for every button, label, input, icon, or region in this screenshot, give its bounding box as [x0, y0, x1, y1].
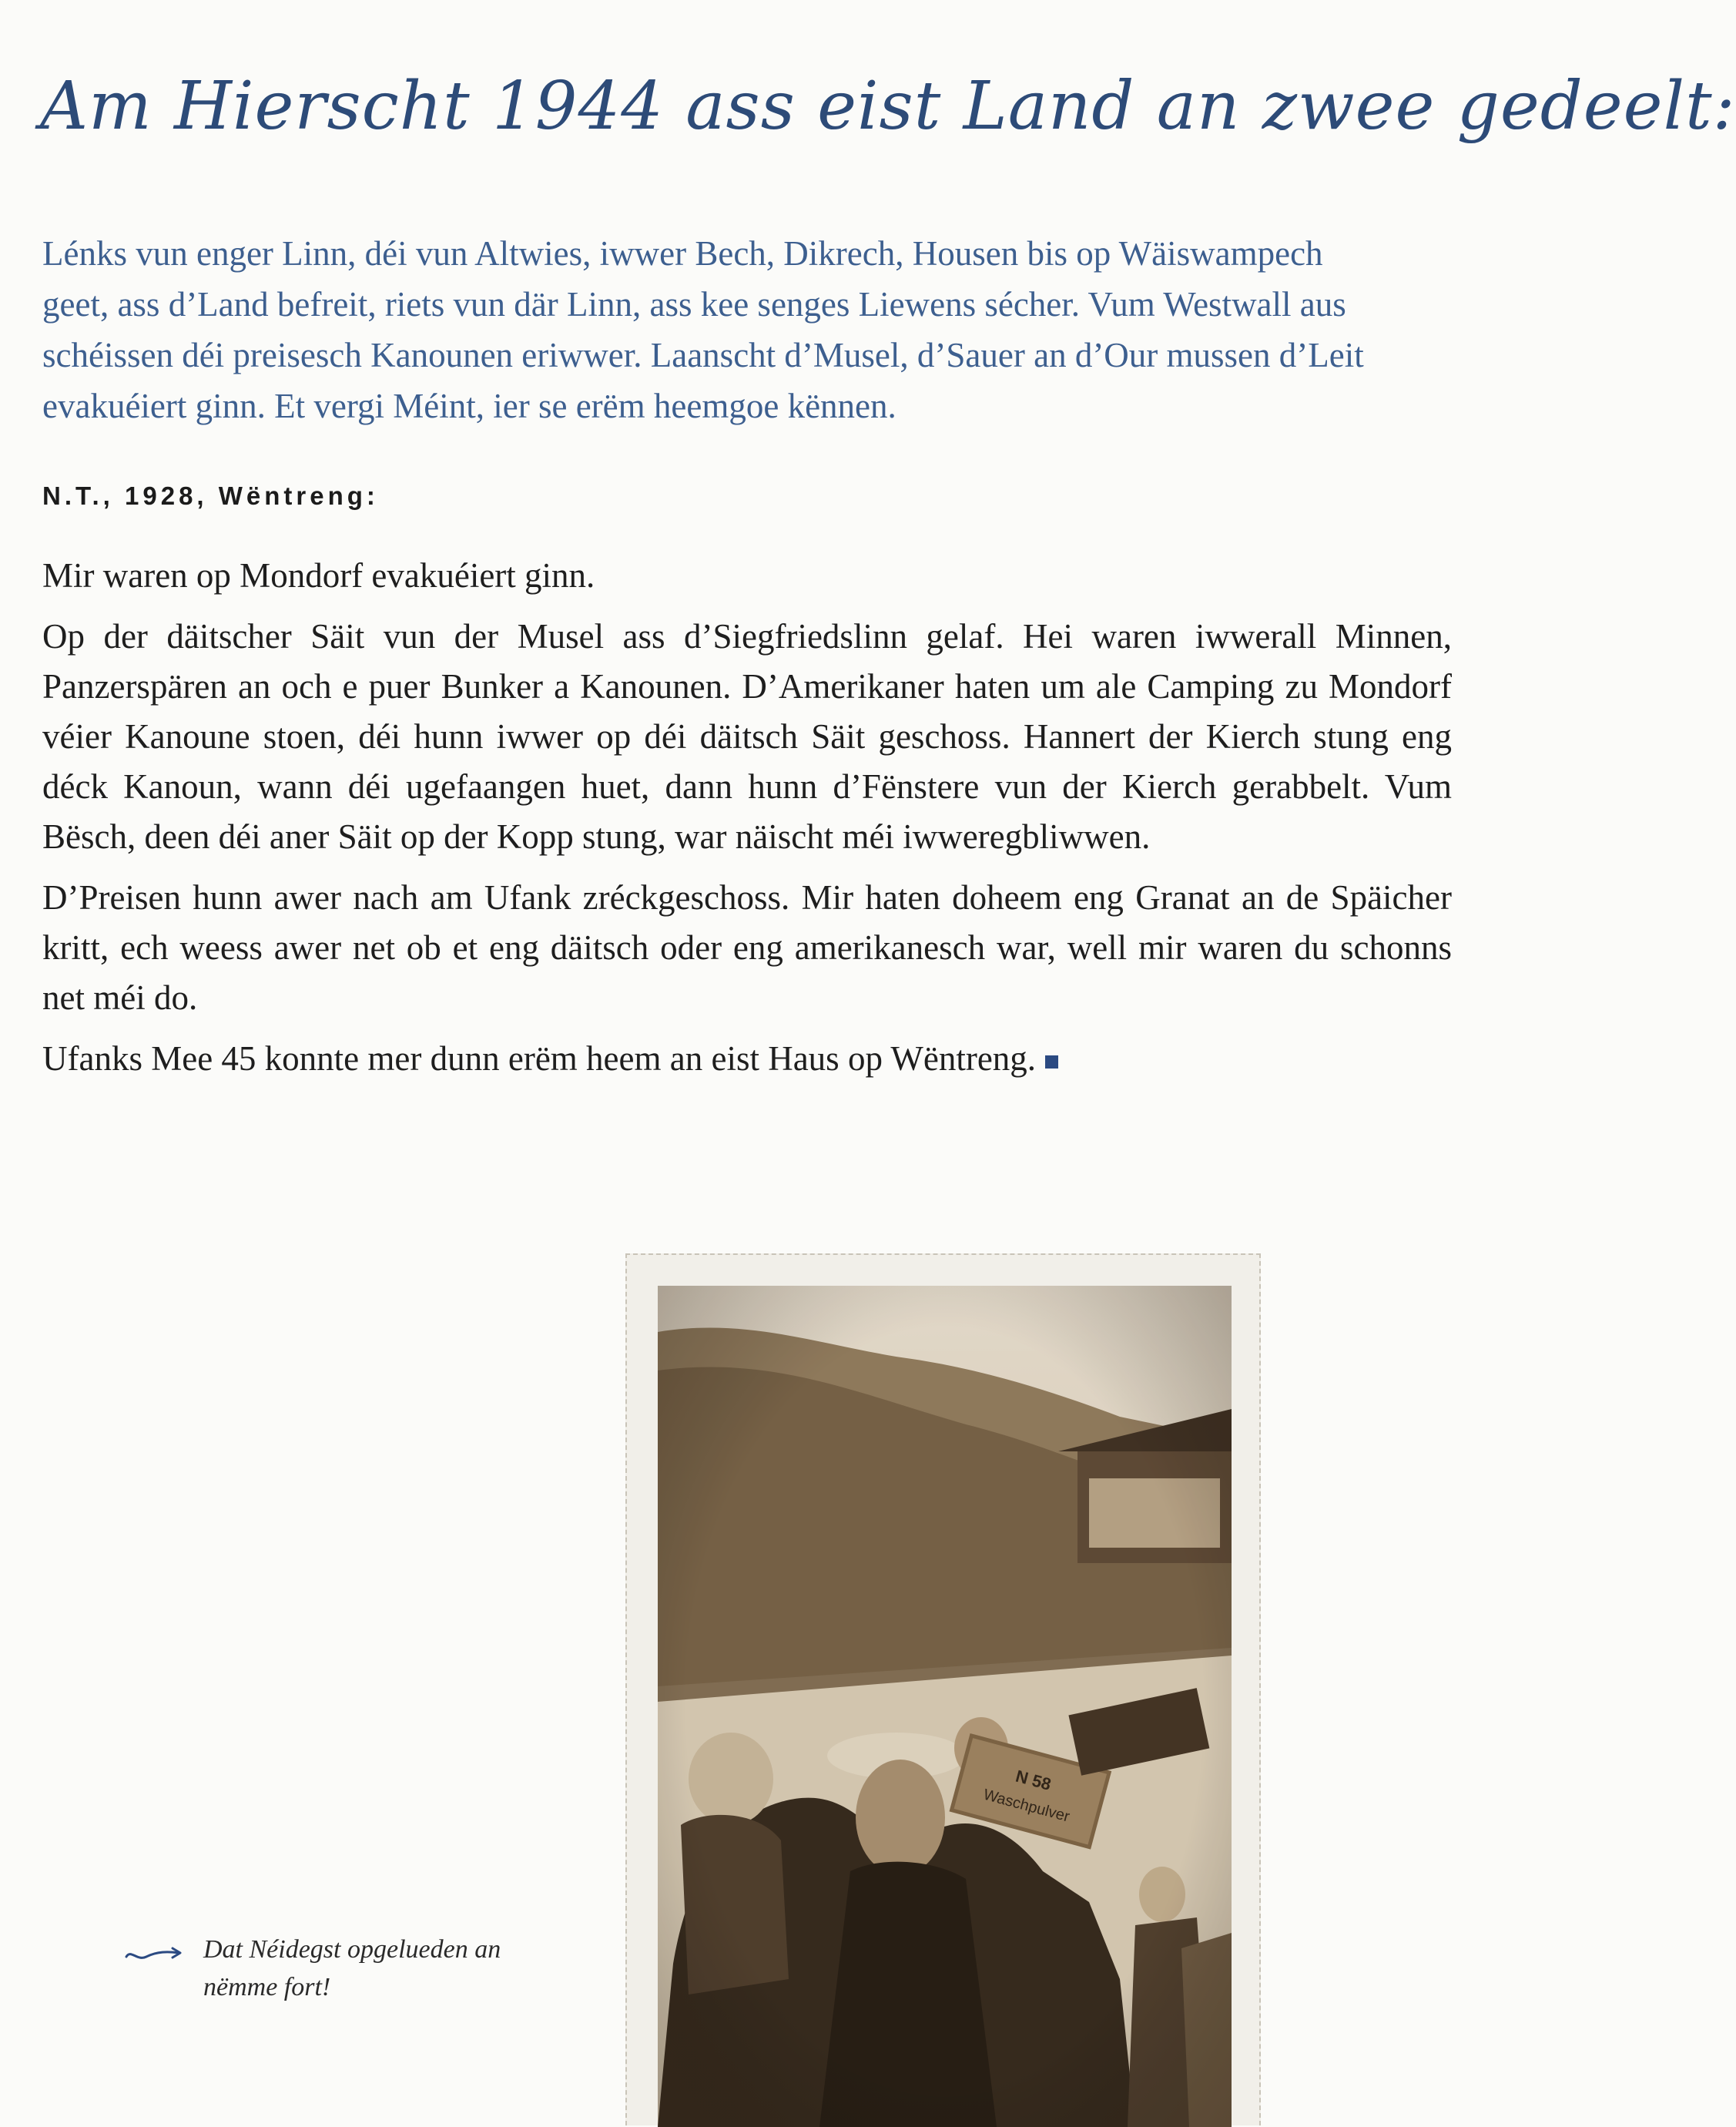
end-square-icon: [1045, 1055, 1058, 1069]
story-paragraph: Mir waren op Mondorf evakuéiert ginn.: [42, 556, 595, 595]
story-body: [42, 551, 1452, 1095]
author-line: N.T., 1928, Wëntreng:: [42, 481, 379, 510]
headline: Am Hierscht 1944 ass eist Land an zwee gedeelt:: [40, 68, 1736, 145]
story-paragraph: D’Preisen hunn awer nach am Ufank zréckgeschoss. Mir haten doheem eng Granat an de Späicher kritt, ech weess awer net ob et eng däitsch oder eng amerikanesch war, well mir waren du schonns net méi do.: [42, 878, 1452, 1017]
intro-paragraph: Lénks vun enger Linn, déi vun Altwies, iwwer Bech, Dikrech, Housen bis op Wäiswampech geet, ass d’Land befreit, riets vun där Linn, ass kee senges Liewens sécher. Vum Westwall aus schéissen déi preisesch Kanounen eriwwer. Laanscht d’Musel, d’Sauer an d’Our mussen d’Leit evakuéiert ginn. Et vergi Méint, ier se erëm heemgoe kënnen.: [42, 234, 1364, 425]
photo-frame: [625, 1253, 1261, 2125]
historical-photo: [658, 1286, 1232, 2127]
photo-caption: Dat Néidegst opgelueden an nëmme fort!: [203, 1935, 501, 2001]
story-text: Ufanks Mee 45 konnte mer dunn erëm heem an eist Haus op Wëntreng.: [42, 1039, 1037, 1078]
curved-arrow-icon: [123, 1943, 185, 1964]
story-paragraph: Op der däitscher Säit vun der Musel ass d’Siegfriedslinn gelaf. Hei waren iwwerall Minnen, Panzerspären an och e puer Bunker a Kanounen. D’Amerikaner haten um ale Camping zu Mondorf véier Kanoune stoen, déi hunn iwwer op déi däitsch Säit geschoss. Hannert der Kierch stung eng déck Kanoun, wann déi ugefaangen huet, dann hunn d’Fënstere vun der Kierch gerabbelt. Vum Bësch, deen déi aner Säit op der Kopp stung, war näischt méi iwweregbliwwen.: [42, 617, 1452, 856]
story-paragraph-last: [42, 1034, 1452, 1084]
